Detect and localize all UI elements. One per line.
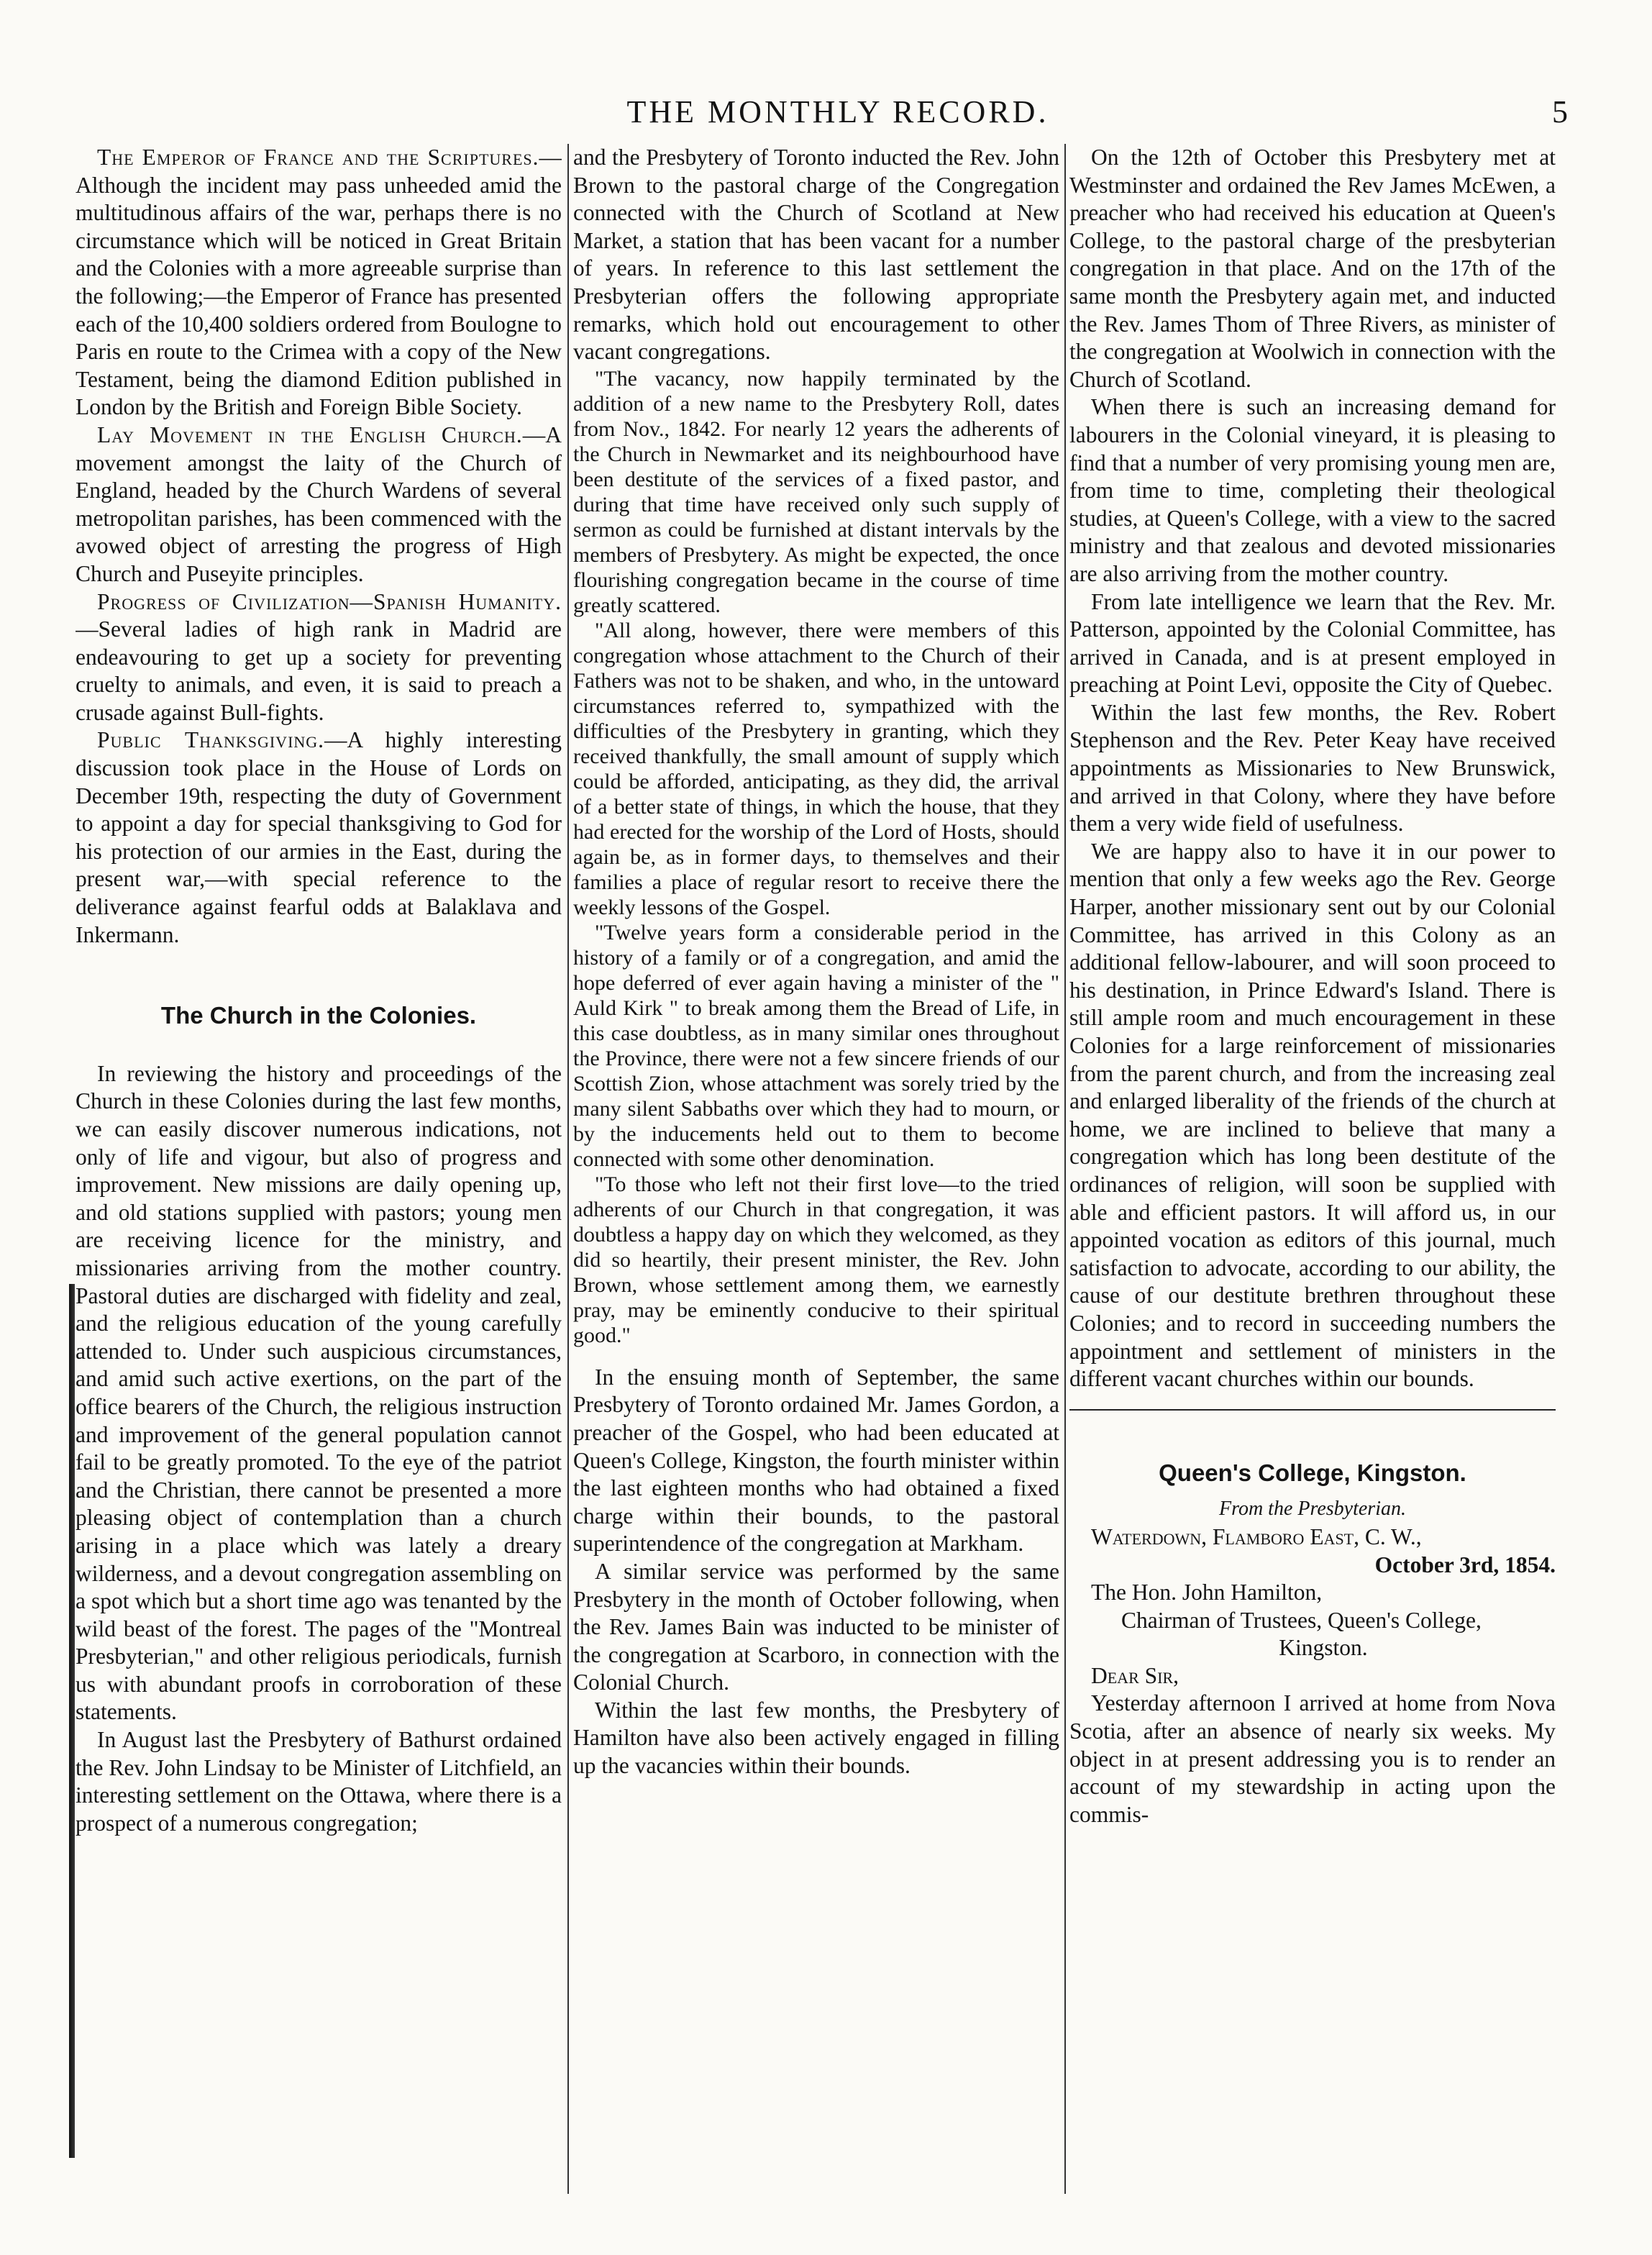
column-rule-left	[567, 144, 569, 2194]
column-1	[76, 144, 562, 2194]
column-3	[1069, 144, 1556, 2194]
paragraph-harper: We are happy also to have it in our power to mention that only a few weeks ago the Rev. George Harper, another missionary sent out by our Colonial Committee, has arrived in this Colony as an additional fellow-labourer, and will soon proceed to his destination, in Prince Edward's Island. There is still ample room and much encouragement in these Colonies for a large reinforcement of missionaries from the parent church, and from the increasing zeal and enlarged liberality of the friends of the church at home, we are inclined to believe that many a congregation which has long been destitute of the ordinances of religion, will soon be supplied with able and efficient pastors. It will afford us, in our appointed vocation as editors of this journal, much satisfaction to advocate, according to our ability, the cause of our destitute brethren throughout these Colonies; and to record in succeeding numbers the appointment and settlement of ministers in the different vacant churches within our bounds.	[1069, 838, 1556, 1392]
section-divider	[1069, 1409, 1556, 1411]
section-heading-queens-college: Queen's College, Kingston.	[1159, 1459, 1466, 1486]
source-credit: From the Presbyterian.	[1219, 1498, 1406, 1521]
letter-addressee-place: Kingston.	[1279, 1635, 1368, 1661]
item-heading: Progress of Civilization—Spanish Humanity.	[97, 588, 562, 614]
column-2	[573, 144, 1059, 2194]
page-number: 5	[1552, 94, 1568, 129]
item-heading: Lay Movement in the English Church.	[97, 422, 523, 447]
paragraph-october: A similar service was performed by the same Presbytery in the month of October following, when the Rev. James Bain was inducted to be minister of the congregation at Scarboro, in connection with the Colonial Church.	[573, 1558, 1059, 1695]
letter-addressee: The Hon. John Hamilton,	[1091, 1580, 1323, 1605]
quote-vacancy: "The vacancy, now happily terminated by the addition of a new name to the Presbytery Roll, dates from Nov., 1842. For nearly 12 years the adherents of the Church in Newmarket and its neighbourhood have been destitute of the services of a fixed pastor, and during that time have received only such supply of sermon as could be furnished at distant intervals by the members of Presbytery. As might be expected, the once flourishing congregation became in the course of time greatly scattered.	[573, 366, 1059, 617]
paragraph-toronto: and the Presbytery of Toronto inducted the Rev. John Brown to the pastoral charge of the Congregation connected with the Church of Scotland at New Market, a station that has been vacant for a number of years. In reference to this last settlement the Presbyterian offers the following appropriate remarks, which hold out encouragement to other vacant congregations.	[573, 145, 1059, 365]
paragraph-demand: When there is such an increasing demand for labourers in the Colonial vineyard, it is pleasing to find that a number of very promising young men are, from time to time, completing their theological studies, at Queen's College, with a view to the sacred ministry and that zealous and devoted missionaries are also arriving from the mother country.	[1069, 394, 1556, 586]
column-rule-right	[1064, 144, 1066, 2194]
page-header	[108, 94, 1568, 137]
item-text: —Several ladies of high rank in Madrid are endeavouring to get up a society for preventing cruelty to animals, and even, it is said to preach a crusade against Bull-fights.	[76, 616, 562, 725]
item-heading: The Emperor of France and the Scriptures.	[97, 145, 539, 170]
paragraph-august: In August last the Presbytery of Bathurst ordained the Rev. John Lindsay to be Minister of Litchfield, an interesting settlement on the Ottawa, where there is a prospect of a numerous congregation;	[76, 1727, 562, 1836]
item-text: —A movement amongst the laity of the Church of England, headed by the Church Wardens of several metropolitan parishes, has been commenced with the avowed object of arresting the progress of High Church and Puseyite principles.	[76, 422, 562, 586]
article-thanksgiving	[76, 726, 562, 949]
letter-salutation: Dear Sir,	[1091, 1662, 1179, 1688]
paragraph-westminster: On the 12th of October this Presbytery met at Westminster and ordained the Rev James McEwen, a preacher who had received his education at Queen's College, to the pastoral charge of the presbyterian congregation in that place. And on the 17th of the same month the Presbytery again met, and inducted the Rev. James Thom of Three Rivers, as minister of the congregation at Woolwich in connection with the Church of Scotland.	[1069, 145, 1556, 392]
item-text: —A highly interesting discussion took place in the House of Lords on December 19th, respecting the duty of Government to appoint a day for special thanksgiving to God for his protection of our armies in the East, during the present war,—with special reference to the deliverance against fearful odds at Balaklava and Inkermann.	[76, 727, 562, 947]
quote-twelve-years: "Twelve years form a considerable period in the history of a family or of a congregation, and amid the hope deferred of ever again having a minister of the " Auld Kirk " to break among them the Bread of Life, in this case doubtless, as in many similar ones throughout the Province, there were not a few sincere friends of our Scottish Zion, whose attachment was sorely tried by the many silent Sabbaths over which they had to mourn, or by the inducements held out to them to become connected with some other denomination.	[573, 920, 1059, 1171]
binding-shadow	[69, 1284, 75, 2158]
letter-body: Yesterday afternoon I arrived at home from Nova Scotia, after an absence of nearly six weeks. My object in at present addressing you is to render an account of my stewardship in acting upon the commis-	[1069, 1690, 1556, 1827]
article-civilization	[76, 588, 562, 727]
letter-dateline: Waterdown, Flamboro East, C. W.,	[1091, 1523, 1422, 1549]
quote-first-love: "To those who left not their first love—to the tried adherents of our Church in that congregation, it was doubtless a happy day on which they welcomed, as they did so heartily, their present minister, the Rev. John Brown, whose settlement among them, we earnestly pray, may be eminently conducive to their spiritual good."	[573, 1172, 1059, 1347]
item-text: —Although the incident may pass unheeded amid the multitudinous affairs of the war, perhaps there is no circumstance which will be noticed in Great Britain and the Colonies with a more agreeable surprise than the following;—the Emperor of France has presented each of the 10,400 soldiers ordered from Boulogne to Paris en route to the Crimea with a copy of the New Testament, being the diamond Edition published in London by the British and Foreign Bible Society.	[76, 145, 562, 420]
section-heading-church-colonies: The Church in the Colonies.	[160, 1002, 477, 1029]
letter-addressee-title: Chairman of Trustees, Queen's College,	[1121, 1607, 1482, 1633]
article-lay-movement	[76, 422, 562, 588]
paragraph-hamilton: Within the last few months, the Presbytery of Hamilton have also been actively engaged in filling up the vacancies within their bounds.	[573, 1697, 1059, 1779]
item-heading: Public Thanksgiving.	[97, 727, 325, 753]
quote-members: "All along, however, there were members of this congregation whose attachment to the Church of their Fathers was not to be shaken, and who, in the untoward circumstances referred to, sympathized with the difficulties of the Presbytery in granting, which they received thankfully, the small amount of supply which could be afforded, anticipating, as they did, the arrival of a better state of things, in which the house, that they had erected for the worship of the Lord of Hosts, should again be, as in former days, to themselves and their families a place of regular resort to receive there the weekly lessons of the Gospel.	[573, 618, 1059, 919]
paragraph-reviewing: In reviewing the history and proceedings of the Church in these Colonies during the last few months, we can easily discover numerous indications, not only of life and vigour, but also of progress and improvement. New missions are daily opening up, and old stations supplied with pastors; young men are receiving licence for the ministry, and missionaries arriving from the mother country. Pastoral duties are discharged with fidelity and zeal, and the religious education of the young carefully attended to. Under such auspicious circumstances, and amid such active exertions, on the part of the office bearers of the Church, the religious instruction and improvement of the general population cannot fail to be greatly promoted. To the eye of the patriot and the Christian, there cannot be presented a more pleasing object of contemplation than a church arising in a place which was lately a dreary wilderness, and a devout congregation assembling on a spot which but a short time ago was tenanted by the wild beast of the forest. The pages of the "Montreal Presbyterian," and other religious periodicals, furnish us with abundant proofs in corroboration of these statements.	[76, 1060, 562, 1725]
letter-date: October 3rd, 1854.	[1374, 1552, 1556, 1577]
running-title: THE MONTHLY RECORD.	[626, 94, 1049, 129]
paragraph-stephenson: Within the last few months, the Rev. Robert Stephenson and the Rev. Peter Keay have received appointments as Missionaries to New Brunswick, and arrived in that Colony, where they have before them a very wide field of usefulness.	[1069, 699, 1556, 837]
article-emperor	[76, 144, 562, 422]
paragraph-september: In the ensuing month of September, the same Presbytery of Toronto ordained Mr. James Gordon, a preacher of the Gospel, who had been educated at Queen's College, Kingston, the fourth minister within the last eighteen months who had obtained a fixed charge within their bounds, to the pastoral superintendence of the congregation at Markham.	[573, 1364, 1059, 1557]
paragraph-patterson: From late intelligence we learn that the Rev. Mr. Patterson, appointed by the Colonial Committee, has arrived in Canada, and is at present employed in preaching at Point Levi, opposite the City of Quebec.	[1069, 588, 1556, 698]
